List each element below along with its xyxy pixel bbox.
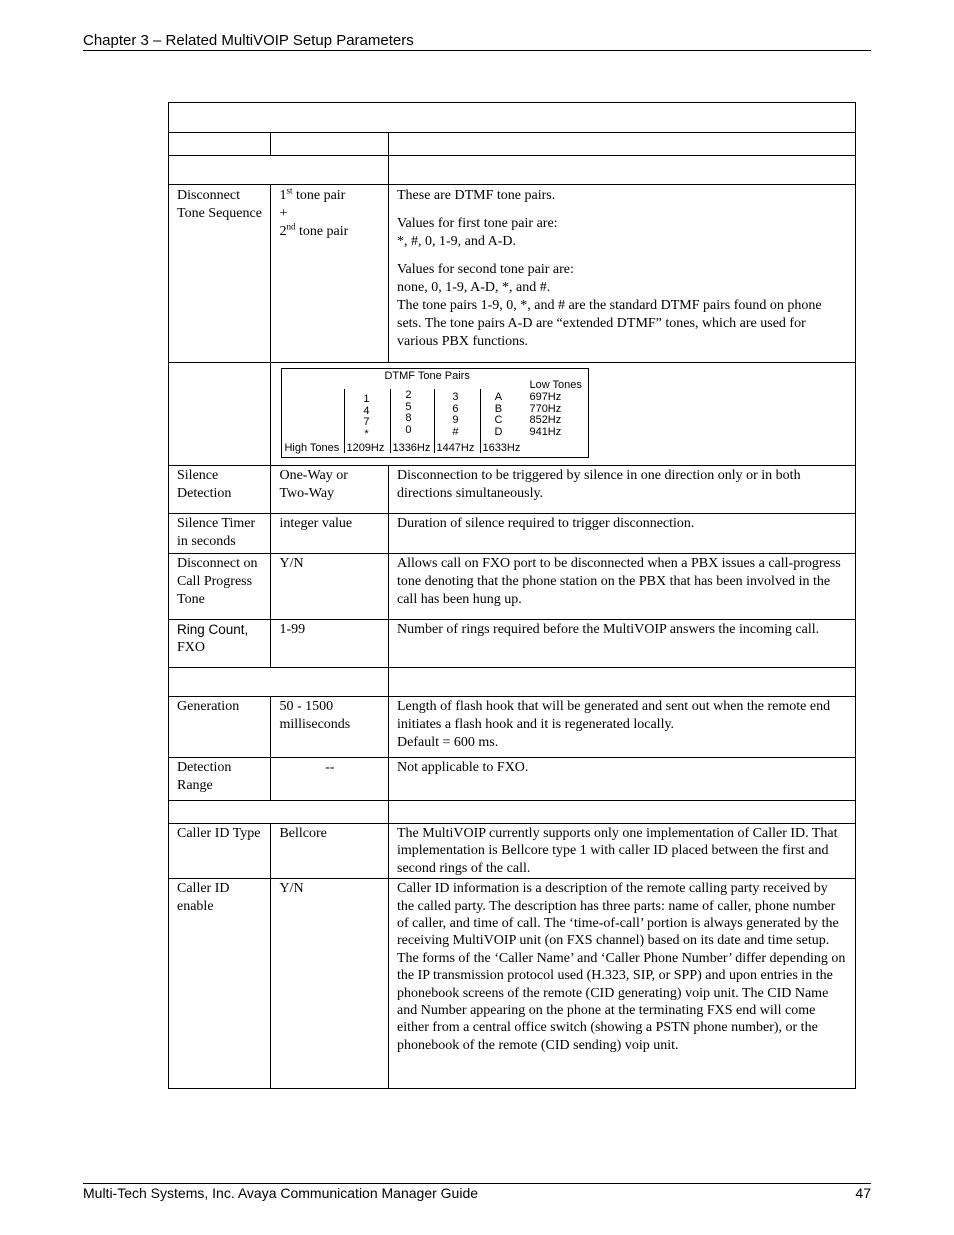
section-cell	[169, 668, 389, 697]
header-cell-description	[389, 133, 856, 156]
table-header-row	[169, 133, 856, 156]
dtmf-column-2: 2 5 8 0	[405, 389, 412, 436]
field-value: 50 - 1500 milliseconds	[271, 697, 389, 758]
table-row-caller-id-enable	[169, 879, 856, 1089]
field-name: Ring Count, FXO	[169, 620, 271, 668]
field-description: Caller ID information is a description of the remote calling party received by the called party. The description has three parts: name of caller, phone number of caller, and time of call. The ‘time-of-call’ portion is always generated by the receiving MultiVOIP unit (on FXS channel) based on its date and time setup. The forms of the ‘Caller Name’ and ‘Caller Phone Number’ differ depending on the IP transmission protocol used (H.323, SIP, or SPP) and upon entries in the phonebook screens of the remote (CID generating) voip unit. The CID Name and Number appearing on the phone at the terminating FXS end will come either from a central office switch (showing a PSTN phone number), or the phonebook of the remote (CID sending) voip unit.	[389, 879, 856, 1089]
dtmf-column-4: A B C D	[494, 391, 503, 438]
field-value: Bellcore	[271, 824, 389, 879]
field-description: Not applicable to FXO.	[389, 758, 856, 801]
field-description: Number of rings required before the MultiVOIP answers the incoming call.	[389, 620, 856, 668]
section-cell-desc	[389, 801, 856, 824]
table-row-disconnect-tone	[169, 185, 856, 363]
high-tone-2: 1336Hz	[392, 442, 431, 454]
page-header	[83, 32, 871, 51]
table-row-ring-count	[169, 620, 856, 668]
parameters-table	[168, 102, 856, 1089]
chapter-title: Chapter 3 – Related MultiVOIP Setup Parameters	[83, 32, 414, 49]
field-description: The MultiVOIP currently supports only one implementation of Caller ID. That implementation is Bellcore type 1 with caller ID placed between the first and second rings of the call.	[389, 824, 856, 879]
field-name: Caller ID Type	[169, 824, 271, 879]
field-description: Duration of silence required to trigger disconnection.	[389, 514, 856, 554]
section-row-disconnect	[169, 156, 856, 185]
dtmf-diagram-cell	[271, 363, 856, 466]
dtmf-diagram	[281, 368, 589, 458]
field-description: Allows call on FXO port to be disconnected when a PBX issues a call-progress tone denoting that the phone station on the PBX that has been involved in the call has been hung up.	[389, 554, 856, 620]
section-row-flash-hook	[169, 668, 856, 697]
empty-cell	[169, 363, 271, 466]
header-cell-field	[169, 133, 271, 156]
high-tones-label: High Tones	[284, 442, 340, 454]
field-value: --	[271, 758, 389, 801]
low-tones-list: 697Hz 770Hz 852Hz 941Hz	[529, 391, 562, 438]
section-row-caller-id	[169, 801, 856, 824]
table-title-cell	[169, 103, 856, 133]
section-cell-desc	[389, 668, 856, 697]
page-footer	[83, 1183, 871, 1201]
field-description: These are DTMF tone pairs. Values for first tone pair are: *, #, 0, 1-9, and A-D. Values for second tone pair are: none, 0, 1-9, A-D, *, and #. The tone pairs 1-9, 0, *, and # are the standard DTMF pairs found on phone sets. The tone pairs A-D are “extended DTMF” tones, which are used for various PBX functions.	[389, 185, 856, 363]
field-description: Disconnection to be triggered by silence in one direction only or in both directions simultaneously.	[389, 466, 856, 514]
field-value: 1-99	[271, 620, 389, 668]
table-title-row	[169, 103, 856, 133]
low-tones-label: Low Tones	[529, 379, 582, 391]
field-name: Silence Detection	[169, 466, 271, 514]
high-tone-1: 1209Hz	[346, 442, 385, 454]
dtmf-title: DTMF Tone Pairs	[384, 370, 470, 382]
table-row-caller-id-type	[169, 824, 856, 879]
footer-company: Multi-Tech Systems, Inc. Avaya Communication Manager Guide	[83, 1185, 479, 1201]
field-name: Detection Range	[169, 758, 271, 801]
field-name: Silence Timer in seconds	[169, 514, 271, 554]
table-row-call-progress	[169, 554, 856, 620]
table-row-detection-range	[169, 758, 856, 801]
page-number: 47	[855, 1185, 871, 1201]
section-cell	[169, 156, 389, 185]
dtmf-column-1: 1 4 7 *	[363, 393, 370, 440]
high-tone-4: 1633Hz	[482, 442, 521, 454]
section-cell	[169, 801, 389, 824]
field-value: Y/N	[271, 879, 389, 1089]
field-name: Disconnect Tone Sequence	[169, 185, 271, 363]
field-value: integer value	[271, 514, 389, 554]
table-row-generation	[169, 697, 856, 758]
header-cell-values	[271, 133, 389, 156]
table-row-silence-timer	[169, 514, 856, 554]
dtmf-column-3: 3 6 9 #	[452, 391, 459, 438]
field-name: Caller ID enable	[169, 879, 271, 1089]
field-description: Length of flash hook that will be generated and sent out when the remote end initiates a flash hook and it is regenerated locally. Default = 600 ms.	[389, 697, 856, 758]
field-name: Generation	[169, 697, 271, 758]
section-cell-desc	[389, 156, 856, 185]
field-value: Y/N	[271, 554, 389, 620]
high-tone-3: 1447Hz	[436, 442, 475, 454]
table-row-silence-detection	[169, 466, 856, 514]
field-value: 1st tone pair + 2nd tone pair	[271, 185, 389, 363]
field-value: One-Way or Two-Way	[271, 466, 389, 514]
table-row-dtmf-diagram	[169, 363, 856, 466]
field-name: Disconnect on Call Progress Tone	[169, 554, 271, 620]
